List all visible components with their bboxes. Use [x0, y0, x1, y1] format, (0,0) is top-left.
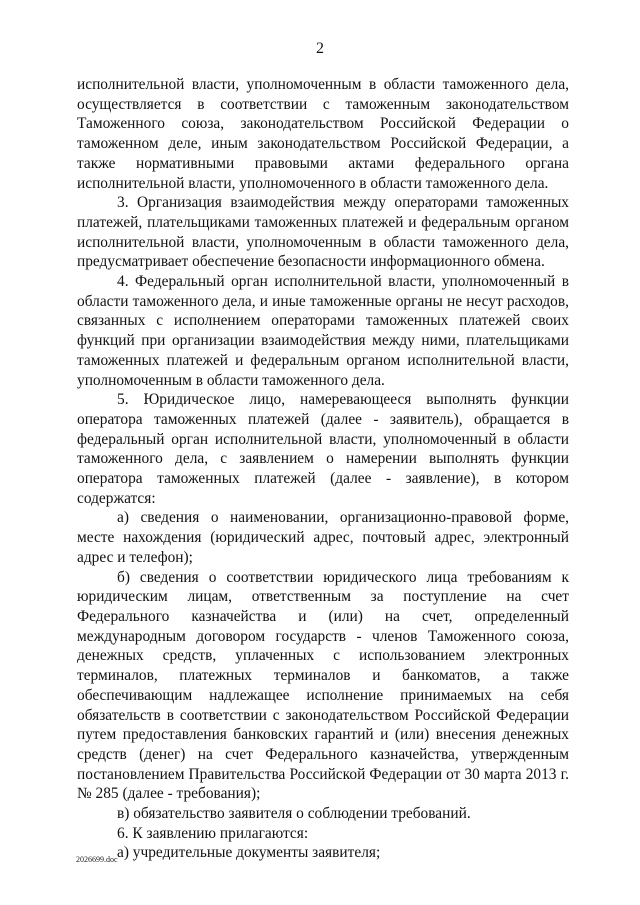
- document-body: [77, 75, 569, 863]
- subitem-v: в) обязательство заявителя о соблюдении требований.: [117, 805, 471, 823]
- subitem-a-attachments: а) учредительные документы заявителя;: [117, 844, 381, 862]
- paragraph-item-3: 3. Организация взаимодействия между операторами таможенных платежей, плательщиками таможенных платежей и федеральным органом исполнительной власти, уполномоченным в области таможенного дела, предусматривает обеспечение безопасности информационного обмена.: [77, 194, 569, 271]
- subitem-b: б) сведения о соответствии юридического лица требованиям к юридическим лицам, ответственным за поступление на счет Федерального казначейства и (или) на счет, определенный международным договором государств - членов Таможенного союза, денежных средств, уплаченных с использованием электронных терминалов, платежных терминалов и банкоматов, а также обеспечивающим надлежащее исполнение принимаемых на себя обязательств в соответствии с законодательством Российской Федерации путем предоставления банковских гарантий и (или) внесения денежных средств (денег) на счет Федерального казначейства, утвержденным постановлением Правительства Российской Федерации от 30 марта 2013 г. № 285 (далее - требования);: [77, 568, 569, 803]
- paragraph-item-5: 5. Юридическое лицо, намеревающееся выполнять функции оператора таможенных платежей (далее - заявитель), обращается в федеральный орган исполнительной власти, уполномоченный в области таможенного дела, с заявлением о намерении выполнять функции оператора таможенных платежей (далее - заявление), в котором содержатся:: [77, 391, 569, 507]
- footer-filename: 2026699.doc: [76, 855, 118, 864]
- paragraph-item-6: 6. К заявлению прилагаются:: [117, 824, 309, 842]
- subitem-a: а) сведения о наименовании, организационно-правовой форме, месте нахождения (юридический адрес, почтовый адрес, электронный адрес и телефон);: [77, 509, 569, 566]
- paragraph-continuation: исполнительной власти, уполномоченным в области таможенного дела, осуществляется в соответствии с таможенным законодательством Таможенного союза, законодательством Российской Федерации о таможенном деле, иным законодательством Российской Федерации, а также нормативными правовыми актами федерального органа исполнительной власти, уполномоченного в области таможенного дела.: [77, 76, 569, 192]
- page-number: 2: [316, 40, 324, 57]
- paragraph-item-4: 4. Федеральный орган исполнительной власти, уполномоченный в области таможенного дела, и иные таможенные органы не несут расходов, связанных с исполнением операторами таможенных платежей своих функций при организации взаимодействия между ними, плательщиками таможенных платежей и федеральным органом исполнительной власти, уполномоченным в области таможенного дела.: [77, 273, 569, 389]
